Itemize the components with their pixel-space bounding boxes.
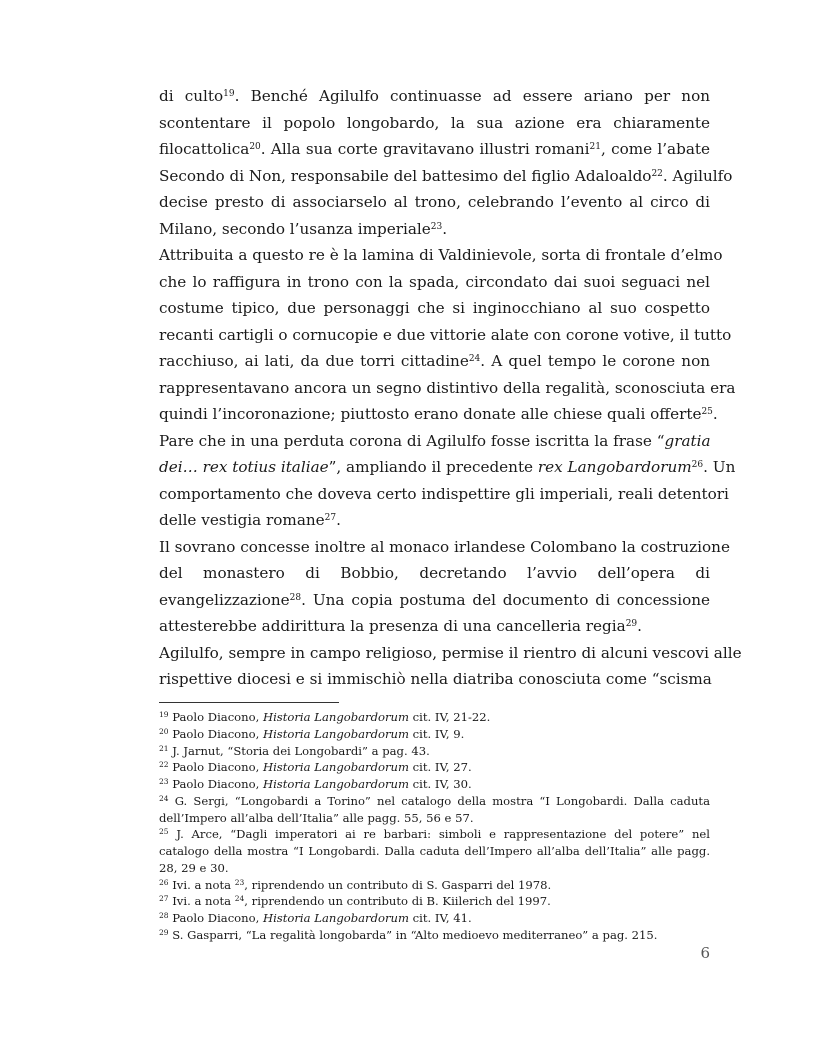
footnote-ref[interactable]: 20 — [249, 142, 261, 152]
text-line: Pare che in una perduta corona di Agilulfo fosse iscritta la frase “gratia — [159, 431, 711, 450]
footnote-ref[interactable]: 28 — [289, 592, 302, 603]
text-line: rispettive diocesi e si immischiò nella diatriba conosciuta come “scisma — [159, 670, 712, 688]
footnote-29: $^{29}$ S. Gasparri, “La regalità longobarda” in “Alto medioevo mediterraneo” a pag. 215. — [159, 927, 658, 942]
text-line: recanti cartigli o cornucopie e due vittorie alate con corone votive, il tutto — [159, 325, 732, 344]
footnote-ref[interactable]: 26 — [691, 460, 704, 470]
page-number: 6 — [700, 944, 710, 962]
footnote-24: $^{24}$ G. Sergi, “Longobardi a Torino” nel catalogo della mostra “I Longobardi. Dalla caduta — [159, 793, 710, 808]
text-line: Milano, secondo l’usanza imperiale$^{23}$. — [159, 219, 448, 238]
text-line: quindi l’incoronazione; piuttosto erano donate alle chiese quali offerte$^{25}$. — [159, 405, 718, 423]
text-line: decise presto di associarselo al trono, celebrando l’evento al circo di — [159, 193, 710, 211]
body-text — [159, 83, 742, 693]
footnote-ref[interactable]: 27 — [324, 513, 337, 523]
footnote-ref[interactable]: 25 — [701, 407, 713, 417]
text-line: filocattolica$^{20}$. Alla sua corte gravitavano illustri romani$^{21}$, come l’abate — [159, 140, 710, 158]
footnote-22: $^{22}$ Paolo Diacono, Historia Langobardorum cit. IV, 27. — [159, 760, 472, 775]
footnote-ref[interactable]: 24 — [468, 354, 481, 364]
footnote-21: $^{21}$ J. Jarnut, “Storia dei Longobardi” a pag. 43. — [159, 743, 430, 758]
text-line: dei… rex totius italiae”, ampliando il precedente rex Langobardorum$^{26}$. Un — [159, 458, 736, 476]
footnote-27: $^{27}$ Ivi. a nota $^{24}$, riprendendo un contributo di B. Kiilerich del 1997. — [159, 894, 551, 909]
footnote-25: $^{25}$ J. Arce, “Dagli imperatori ai re barbari: simboli e rappresentazione del potere” nel — [159, 827, 710, 842]
text-line: Secondo di Non, responsabile del battesimo del figlio Adaloaldo$^{22}$. Agilulfo — [159, 166, 733, 185]
text-line: Agilulfo, sempre in campo religioso, permise il rientro di alcuni vescovi alle — [159, 643, 742, 662]
footnote-19: $^{19}$ Paolo Diacono, Historia Langobardorum cit. IV, 21-22. — [159, 710, 491, 724]
footnotes — [159, 709, 710, 944]
footnote-ref[interactable]: 19 — [223, 89, 235, 99]
footnote-ref[interactable]: 22 — [651, 168, 663, 179]
text-line: Attribuita a questo re è la lamina di Valdinievole, sorta di frontale d’elmo — [159, 246, 723, 264]
footnote-25-cont: 28, 29 e 30. — [159, 860, 229, 875]
text-line: comportamento che doveva certo indispettire gli imperiali, reali detentori — [159, 484, 729, 503]
footnote-24-cont: dell’Impero all’alba dell’Italia” alle pagg. 55, 56 e 57. — [159, 810, 474, 825]
footnote-ref[interactable]: 23 — [430, 221, 443, 232]
text-line: del monastero di Bobbio, decretando l’avvio dell’opera di — [159, 564, 710, 582]
footnote-20: $^{20}$ Paolo Diacono, Historia Langobardorum cit. IV, 9. — [159, 726, 465, 741]
text-line: racchiuso, ai lati, da due torri cittadine$^{24}$. A quel tempo le corone non — [159, 352, 710, 370]
text-line: delle vestigia romane$^{27}$. — [159, 511, 341, 529]
text-line: Il sovrano concesse inoltre al monaco irlandese Colombano la costruzione — [159, 537, 730, 556]
footnote-28: $^{28}$ Paolo Diacono, Historia Langobardorum cit. IV, 41. — [159, 911, 472, 925]
footnote-ref[interactable]: 21 — [589, 142, 601, 152]
footnote-25-cont: catalogo della mostra “I Longobardi. Dalla caduta dell’Impero all’alba dell’Italia” alle pagg. — [159, 844, 710, 858]
text-line: che lo raffigura in trono con la spada, circondato dai suoi seguaci nel — [159, 272, 710, 291]
text-line: costume tipico, due personaggi che si inginocchiano al suo cospetto — [159, 299, 710, 317]
text-line: di culto$^{19}$. Benché Agilulfo continuasse ad essere ariano per non — [159, 87, 710, 105]
footnote-23: $^{23}$ Paolo Diacono, Historia Langobardorum cit. IV, 30. — [159, 777, 472, 791]
text-line: scontentare il popolo longobardo, la sua azione era chiaramente — [159, 113, 710, 132]
footnote-ref[interactable]: 29 — [625, 619, 638, 629]
text-line: evangelizzazione$^{28}$. Una copia postuma del documento di concessione — [159, 590, 710, 609]
footnote-26: $^{26}$ Ivi. a nota $^{23}$, riprendendo un contributo di S. Gasparri del 1978. — [159, 877, 552, 892]
text-line: attesterebbe addirittura la presenza di una cancelleria regia$^{29}$. — [159, 617, 642, 635]
text-line: rappresentavano ancora un segno distintivo della regalità, sconosciuta era — [159, 378, 736, 397]
footnote-separator — [159, 702, 339, 703]
